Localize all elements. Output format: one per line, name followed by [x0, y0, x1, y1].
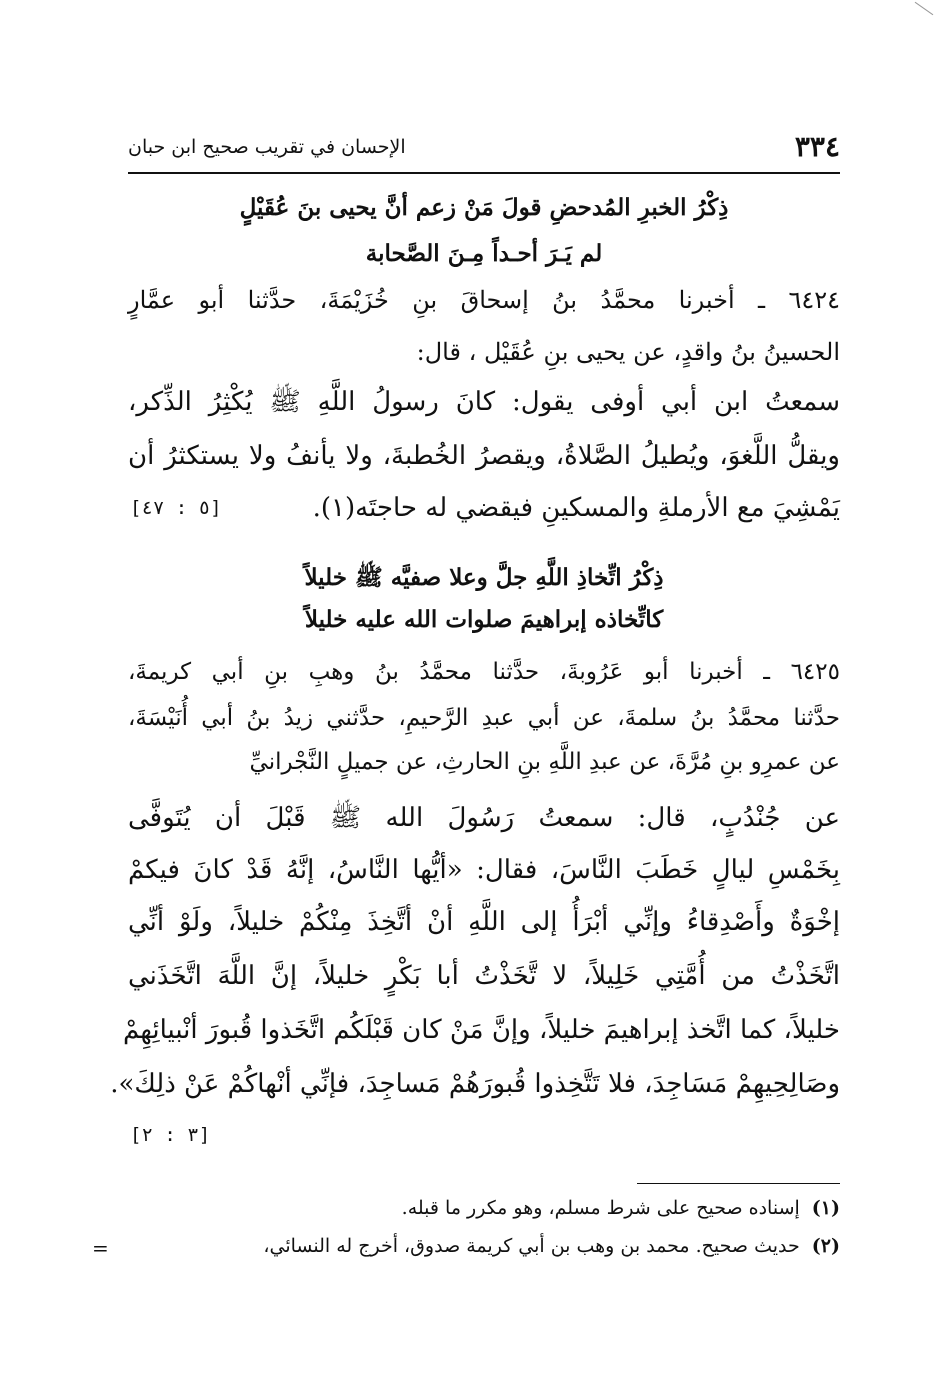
hadith-6425-isnad-line-1: ٦٤٢٥ ـ أخبرنا أبو عَرُوبةَ، حدَّثنا محمَّدُ بنُ وهبِ بنِ أبي كريمةَ،	[128, 659, 840, 685]
scan-corner-mark	[915, 2, 934, 15]
hadith-6425-matn-line-3: إخْوَةٌ وأَصْدِقاءُ وإنِّي أبْرَأُ إلى اللَّهِ أنْ أتَّخِذَ مِنْكُمْ خليلاً، ولَوْ أنِّي	[128, 907, 840, 937]
hadith-6425-isnad-line-3: عن عمرِو بنِ مُرَّةَ، عن عبدِ اللَّهِ بنِ الحارثِ، عن جميلٍ النَّجْرانيِّ	[249, 749, 840, 775]
hadith-6424-line-2: الحسينُ بنُ واقدٍ، عن يحيى بنِ عُقَيْل ، قال:	[416, 338, 840, 366]
page-header	[128, 128, 840, 174]
section-1-reference: [٥ : ٤٧]	[130, 497, 222, 519]
hadith-6425-matn-line-4: اتَّخَذْتُ من أُمَّتِي خَلِيلاً، لا تَّخَذْتُ أبا بَكْرٍ خليلاً، إنَّ اللَّهَ اتَّخَذَني	[128, 961, 840, 991]
footnote-continuation-mark: =	[92, 1236, 109, 1260]
section-1-heading-line-2: لم يَـرَ أحـداً مِـنَ الصَّحابة	[365, 240, 603, 267]
section-2-heading-line-2: كاتِّخاذه إبراهيمَ صلوات الله عليه خليلاً	[304, 606, 664, 633]
footnote-1-text: إسناده صحيح على شرط مسلم، وهو مكرر ما قبله.	[401, 1197, 800, 1219]
page-number: ٣٣٤	[794, 130, 840, 163]
hadith-6425-matn-line-1: عن جُنْدُبٍ، قال: سمعتُ رَسُولَ الله ﷺ قَبْلَ أن يُتَوفَّى	[128, 803, 840, 833]
hadith-6424-line-4: ويقلُّ اللَّغوَ، ويُطيلُ الصَّلاةُ، ويقصرُ الخُطبةَ، ولا يأنفُ ولا يستكثرُ أن	[128, 441, 840, 471]
footnote-separator	[637, 1183, 840, 1184]
hadith-6424-line-5: يَمْشِيَ مع الأرملةِ والمسكينِ فيقضي له حاجتَه(١).	[312, 493, 840, 523]
footnote-2-text: حديث صحيح. محمد بن وهب بن أبي كريمة صدوق، أخرج له النسائي،	[263, 1235, 800, 1257]
section-1-heading-line-1: ذِكْرُ الخبرِ المُدحضِ قولَ مَنْ زعم أنَّ يحيى بنَ عُقَيْلٍ	[239, 194, 729, 221]
footnote-1-number: (١)	[811, 1197, 840, 1219]
hadith-6425-isnad-line-2: حدَّثنا محمَّدُ بنُ سلمةَ، عن أبي عبدِ الرَّحيمِ، حدَّثني زيدُ بنُ أبي أُنَيْسَةَ،	[128, 705, 840, 731]
section-2-reference: [٣ : ٢]	[130, 1124, 211, 1146]
footnote-2-number: (٢)	[811, 1235, 840, 1257]
hadith-6425-matn-line-5: خليلاً، كما اتَّخذ إبراهيمَ خليلاً، وإنَّ مَنْ كان قَبْلَكُم اتَّخَذوا قُبورَ أنْبيائِهِمْ	[123, 1015, 840, 1045]
footnote-2	[128, 1232, 840, 1260]
running-title: الإحسان في تقريب صحيح ابن حبان	[128, 136, 406, 158]
hadith-6425-matn-line-6: وصَالِحِيهِمْ مَسَاجِدَ، فلا تَتَّخِذوا قُبورَهُمْ مَساجِدَ، فإنِّي أنْهاكُمْ عَنْ ذلِكَ».	[110, 1069, 840, 1099]
section-2-heading-line-1: ذِكْرُ اتِّخاذِ اللَّهِ جلَّ وعلا صفيَّه ﷺ خليلاً	[304, 564, 664, 591]
hadith-6424-line-1: ٦٤٢٤ ـ أخبرنا محمَّدُ بنُ إسحاقَ بنِ خُزَيْمَةَ، حدَّثنا أبو عمَّارٍ	[128, 286, 840, 314]
hadith-6425-matn-line-2: بِخَمْسِ ليالٍ خَطَبَ النَّاسَ، فقال: «أيُّها النَّاسُ، إنَّهُ قَدْ كانَ فيكمْ	[128, 855, 840, 885]
footnote-1	[128, 1194, 840, 1222]
hadith-6424-line-3: سمعتُ ابن أبي أوفى يقول: كانَ رسولُ اللَّهِ ﷺ يُكْثِرُ الذِّكر،	[128, 387, 840, 417]
